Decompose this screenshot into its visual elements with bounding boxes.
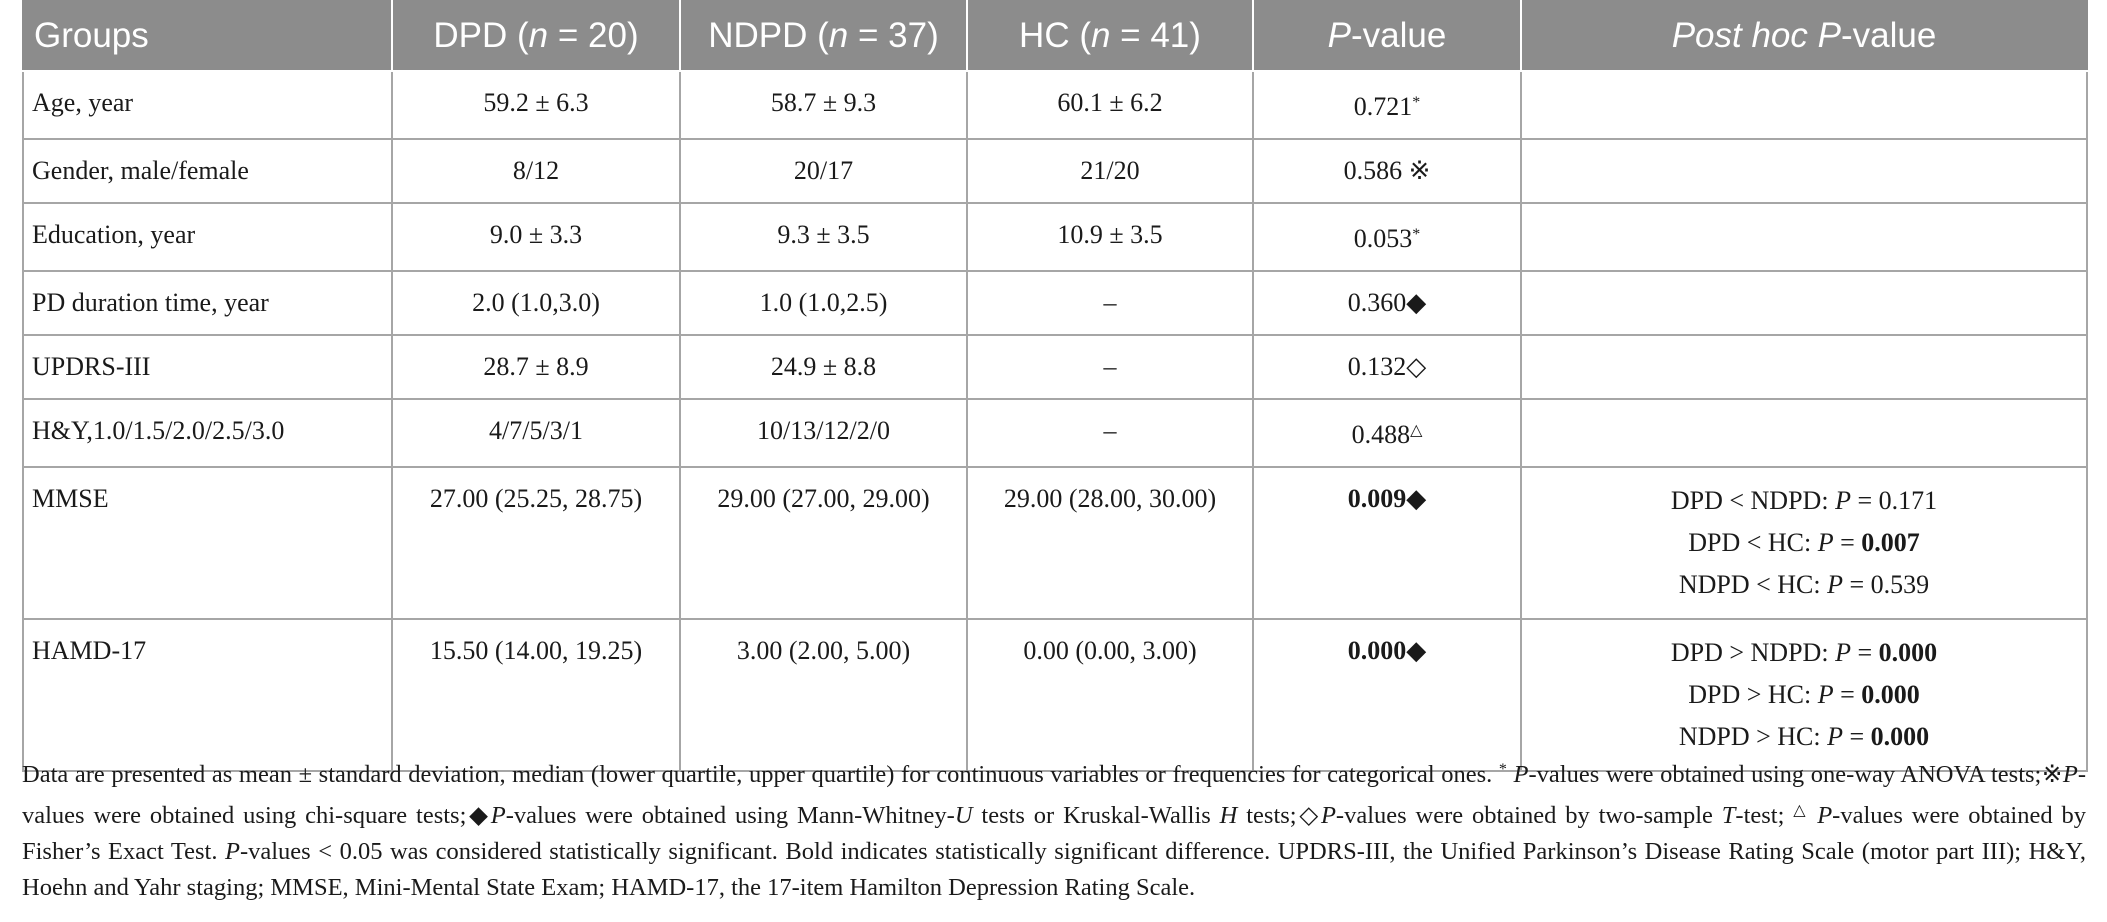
pvalue-test-mark: △	[1410, 422, 1423, 439]
cell-hc: –	[967, 399, 1253, 467]
row-label: Gender, male/female	[23, 139, 392, 203]
row-label: PD duration time, year	[23, 271, 392, 335]
cell-pvalue	[1253, 203, 1521, 271]
cell-hc: –	[967, 271, 1253, 335]
header-posthoc: Post hoc P-value	[1521, 1, 2087, 71]
cell-ndpd: 24.9 ± 8.8	[680, 335, 967, 399]
pvalue-number: 0.488	[1351, 420, 1411, 449]
pvalue-test-mark: *	[1412, 94, 1421, 111]
posthoc-comparison: NDPD < HC: P = 0.539	[1678, 570, 1930, 599]
cell-ndpd: 3.00 (2.00, 5.00)	[680, 619, 967, 771]
header-row	[23, 1, 2087, 71]
cell-posthoc	[1521, 619, 2087, 771]
pvalue-number: 0.053	[1353, 224, 1413, 253]
pvalue-test-mark: *	[1412, 226, 1421, 243]
table-row	[23, 139, 2087, 203]
table-row	[23, 399, 2087, 467]
table-footnote: Data are presented as mean ± standard deviation, median (lower quartile, upper quartile) for continuous variables or frequencies for categorical ones. * P-values were obtained using one-way ANOVA tests;※P-values were obtained using chi-square tests;◆P-values were obtained using Mann-Whitney-U tests or Kruskal-Wallis H tests;◇P-values were obtained by two-sample T-test; △ P-values were obtained by Fisher’s Exact Test. P-values < 0.05 was considered statistically significant. Bold indicates statistically significant difference. UPDRS-III, the Unified Parkinson’s Disease Rating Scale (motor part III); H&Y, Hoehn and Yahr staging; MMSE, Mini-Mental State Exam; HAMD-17, the 17-item Hamilton Depression Rating Scale.	[22, 761, 2087, 901]
posthoc-comparison: DPD < NDPD: P = 0.171	[1670, 486, 1938, 515]
pvalue-number: 0.132	[1347, 352, 1407, 381]
pvalue-number: 0.586	[1343, 156, 1409, 185]
pvalue-test-mark: ◆	[1406, 636, 1427, 665]
pvalue-test-mark: ◆	[1406, 484, 1427, 513]
row-label: Education, year	[23, 203, 392, 271]
pvalue-number: 0.360	[1347, 288, 1407, 317]
table-row	[23, 71, 2087, 139]
cell-dpd: 28.7 ± 8.9	[392, 335, 680, 399]
cell-pvalue	[1253, 399, 1521, 467]
table-row	[23, 619, 2087, 771]
cell-ndpd: 10/13/12/2/0	[680, 399, 967, 467]
row-label: MMSE	[23, 467, 392, 619]
cell-ndpd: 58.7 ± 9.3	[680, 71, 967, 139]
cell-pvalue	[1253, 467, 1521, 619]
cell-dpd: 15.50 (14.00, 19.25)	[392, 619, 680, 771]
cell-hc: 0.00 (0.00, 3.00)	[967, 619, 1253, 771]
cell-dpd: 9.0 ± 3.3	[392, 203, 680, 271]
pvalue-number: 0.009	[1347, 484, 1407, 513]
posthoc-comparison: DPD > NDPD: P = 0.000	[1670, 638, 1938, 667]
cell-pvalue	[1253, 619, 1521, 771]
cell-posthoc	[1521, 203, 2087, 271]
header-pvalue: P-value	[1253, 1, 1521, 71]
cell-posthoc	[1521, 139, 2087, 203]
table-row	[23, 271, 2087, 335]
header-hc: HC (n = 41)	[967, 1, 1253, 71]
cell-ndpd: 9.3 ± 3.5	[680, 203, 967, 271]
cell-hc: 10.9 ± 3.5	[967, 203, 1253, 271]
demographics-table	[22, 0, 2088, 772]
table-body	[23, 71, 2087, 771]
header-dpd: DPD (n = 20)	[392, 1, 680, 71]
cell-posthoc	[1521, 271, 2087, 335]
header-ndpd: NDPD (n = 37)	[680, 1, 967, 71]
cell-pvalue	[1253, 139, 1521, 203]
table-row	[23, 335, 2087, 399]
cell-hc: 60.1 ± 6.2	[967, 71, 1253, 139]
cell-dpd: 8/12	[392, 139, 680, 203]
cell-pvalue	[1253, 271, 1521, 335]
row-label: H&Y,1.0/1.5/2.0/2.5/3.0	[23, 399, 392, 467]
pvalue-number: 0.721	[1353, 92, 1413, 121]
cell-dpd: 2.0 (1.0,3.0)	[392, 271, 680, 335]
cell-posthoc	[1521, 335, 2087, 399]
cell-ndpd: 20/17	[680, 139, 967, 203]
pvalue-test-mark: ◆	[1406, 288, 1427, 317]
cell-ndpd: 29.00 (27.00, 29.00)	[680, 467, 967, 619]
row-label: Age, year	[23, 71, 392, 139]
table-container	[22, 0, 2086, 772]
row-label: UPDRS-III	[23, 335, 392, 399]
cell-hc: –	[967, 335, 1253, 399]
cell-dpd: 4/7/5/3/1	[392, 399, 680, 467]
cell-hc: 21/20	[967, 139, 1253, 203]
pvalue-number: 0.000	[1347, 636, 1407, 665]
cell-dpd: 27.00 (25.25, 28.75)	[392, 467, 680, 619]
posthoc-comparison: DPD > HC: P = 0.000	[1688, 680, 1920, 709]
cell-posthoc	[1521, 71, 2087, 139]
cell-posthoc	[1521, 399, 2087, 467]
cell-ndpd: 1.0 (1.0,2.5)	[680, 271, 967, 335]
cell-pvalue	[1253, 335, 1521, 399]
table-row	[23, 203, 2087, 271]
cell-posthoc	[1521, 467, 2087, 619]
table-row	[23, 467, 2087, 619]
row-label: HAMD-17	[23, 619, 392, 771]
cell-pvalue	[1253, 71, 1521, 139]
cell-dpd: 59.2 ± 6.3	[392, 71, 680, 139]
posthoc-comparison: DPD < HC: P = 0.007	[1688, 528, 1920, 557]
posthoc-comparison: NDPD > HC: P = 0.000	[1678, 722, 1930, 751]
header-groups: Groups	[23, 1, 392, 71]
pvalue-test-mark: ※	[1408, 156, 1431, 185]
pvalue-test-mark: ◇	[1406, 352, 1427, 381]
cell-hc: 29.00 (28.00, 30.00)	[967, 467, 1253, 619]
